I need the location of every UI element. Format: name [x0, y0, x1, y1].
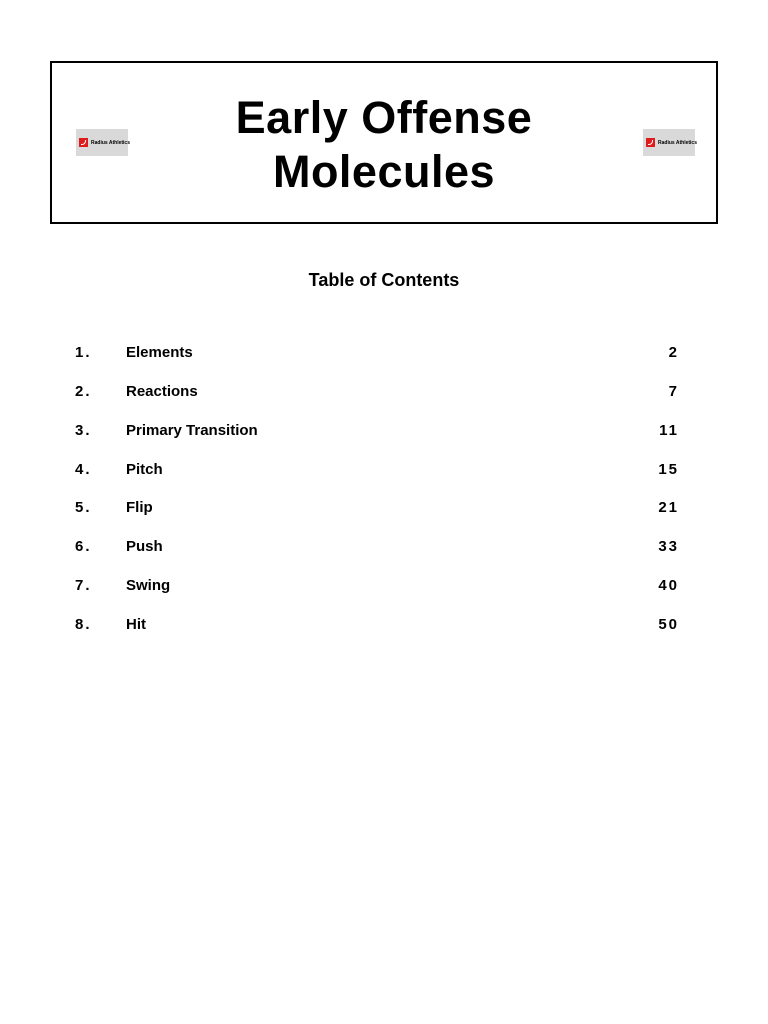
- toc-entry-number: 6.: [75, 538, 92, 556]
- toc-entry-title: Hit: [126, 615, 146, 633]
- toc-entry[interactable]: [0, 343, 768, 382]
- toc-entry-page: 33: [658, 538, 679, 556]
- toc-entry-page: 21: [658, 499, 679, 517]
- logo-text: Radius Athletics: [91, 139, 130, 146]
- toc-entry-number: 7.: [75, 577, 92, 595]
- toc-entry[interactable]: [0, 421, 768, 460]
- toc-entry-number: 5.: [75, 499, 92, 517]
- toc-entry-page: 7: [668, 382, 679, 400]
- toc-entry-title: Reactions: [126, 382, 198, 400]
- toc-entry-page: 50: [658, 615, 679, 633]
- toc-entry-title: Push: [126, 538, 163, 556]
- toc-entry-title: Primary Transition: [126, 421, 258, 439]
- toc-entry-number: 1.: [75, 344, 92, 361]
- toc-entry-page: 2: [668, 344, 679, 361]
- title-box: [50, 61, 718, 224]
- toc-entry[interactable]: [0, 460, 768, 499]
- toc-entry[interactable]: [0, 537, 768, 576]
- toc-entry-number: 4.: [75, 460, 92, 478]
- title-line-1: Early Offense: [235, 92, 533, 143]
- toc-entry-page: 11: [659, 421, 679, 439]
- toc-list: [0, 343, 768, 654]
- toc-entry-number: 2.: [75, 382, 92, 400]
- radius-athletics-logo-right: [643, 129, 695, 156]
- toc-entry[interactable]: [0, 615, 768, 654]
- toc-entry-number: 8.: [75, 615, 92, 633]
- toc-entry[interactable]: [0, 576, 768, 615]
- toc-entry-number: 3.: [75, 421, 92, 439]
- toc-entry-page: 15: [658, 460, 679, 478]
- toc-entry-title: Flip: [126, 499, 153, 517]
- toc-entry-title: Swing: [126, 577, 171, 595]
- toc-entry-title: Elements: [126, 344, 193, 361]
- logo-text: Radius Athletics: [658, 139, 697, 146]
- title-line-2: Molecules: [272, 146, 496, 197]
- logo-mark-icon: [646, 138, 655, 147]
- toc-heading: Table of Contents: [308, 270, 460, 290]
- toc-entry-title: Pitch: [126, 460, 163, 478]
- document-title: [52, 91, 716, 199]
- toc-entry[interactable]: [0, 498, 768, 537]
- toc-entry-page: 40: [658, 577, 679, 595]
- toc-entry[interactable]: [0, 382, 768, 421]
